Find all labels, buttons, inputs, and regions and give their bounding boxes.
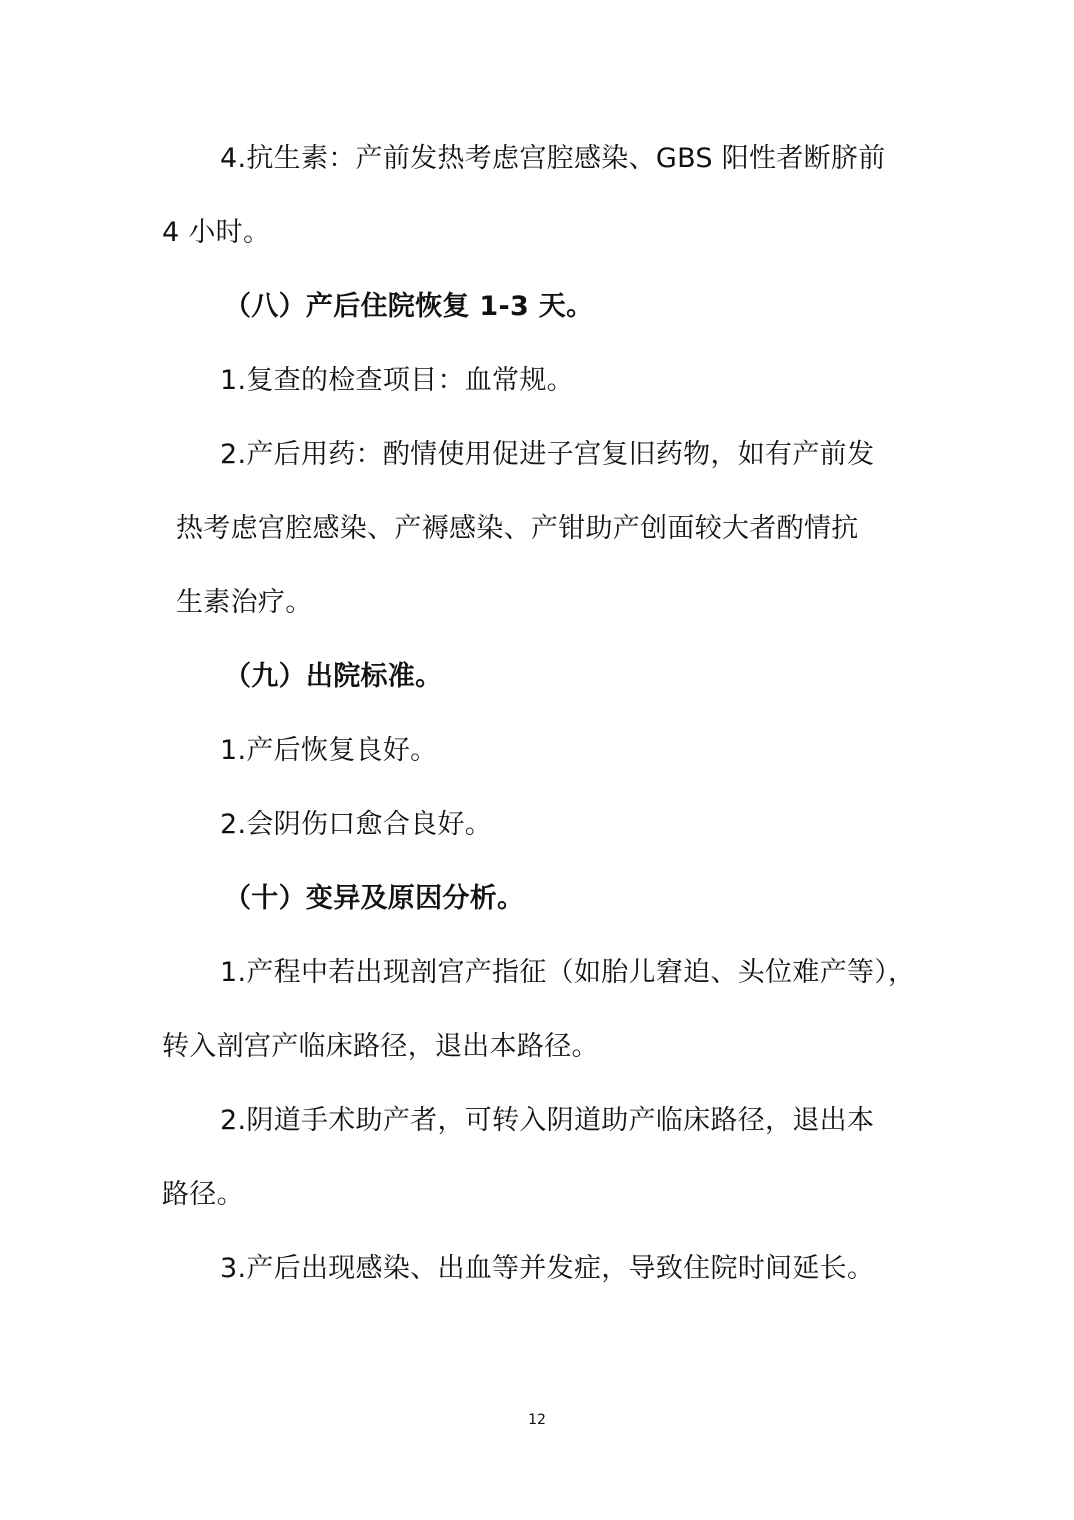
list-item-recheck: 1.复查的检查项目：血常规。 — [220, 365, 574, 396]
list-item-assisted-delivery-line-2: 路径。 — [162, 1179, 244, 1210]
list-item-postpartum-medication-line-1: 2.产后用药：酌情使用促进子宫复旧药物，如有产前发 — [220, 439, 875, 470]
list-item-complications: 3.产后出现感染、出血等并发症，导致住院时间延长。 — [220, 1253, 875, 1284]
list-item-postpartum-medication-line-3: 生素治疗。 — [176, 587, 313, 618]
list-item-recovery: 1.产后恢复良好。 — [220, 735, 438, 766]
paragraph-antibiotics-line-2: 4 小时。 — [162, 217, 271, 248]
list-item-wound-healing: 2.会阴伤口愈合良好。 — [220, 809, 493, 840]
paragraph-antibiotics-line-1: 4.抗生素：产前发热考虑宫腔感染、GBS 阳性者断脐前 — [220, 143, 886, 174]
section-heading-variation-analysis: （十）变异及原因分析。 — [224, 883, 525, 914]
list-item-cesarean-indication-line-1: 1.产程中若出现剖宫产指征（如胎儿窘迫、头位难产等）， — [220, 957, 916, 988]
section-heading-discharge-criteria: （九）出院标准。 — [224, 661, 443, 692]
list-item-postpartum-medication-line-2: 热考虑宫腔感染、产褥感染、产钳助产创面较大者酌情抗 — [176, 513, 859, 544]
page-number: 12 — [528, 1412, 546, 1428]
list-item-assisted-delivery-line-1: 2.阴道手术助产者，可转入阴道助产临床路径，退出本 — [220, 1105, 875, 1136]
section-heading-postpartum-stay: （八）产后住院恢复 1-3 天。 — [224, 291, 594, 322]
list-item-cesarean-indication-line-2: 转入剖宫产临床路径，退出本路径。 — [162, 1031, 599, 1062]
